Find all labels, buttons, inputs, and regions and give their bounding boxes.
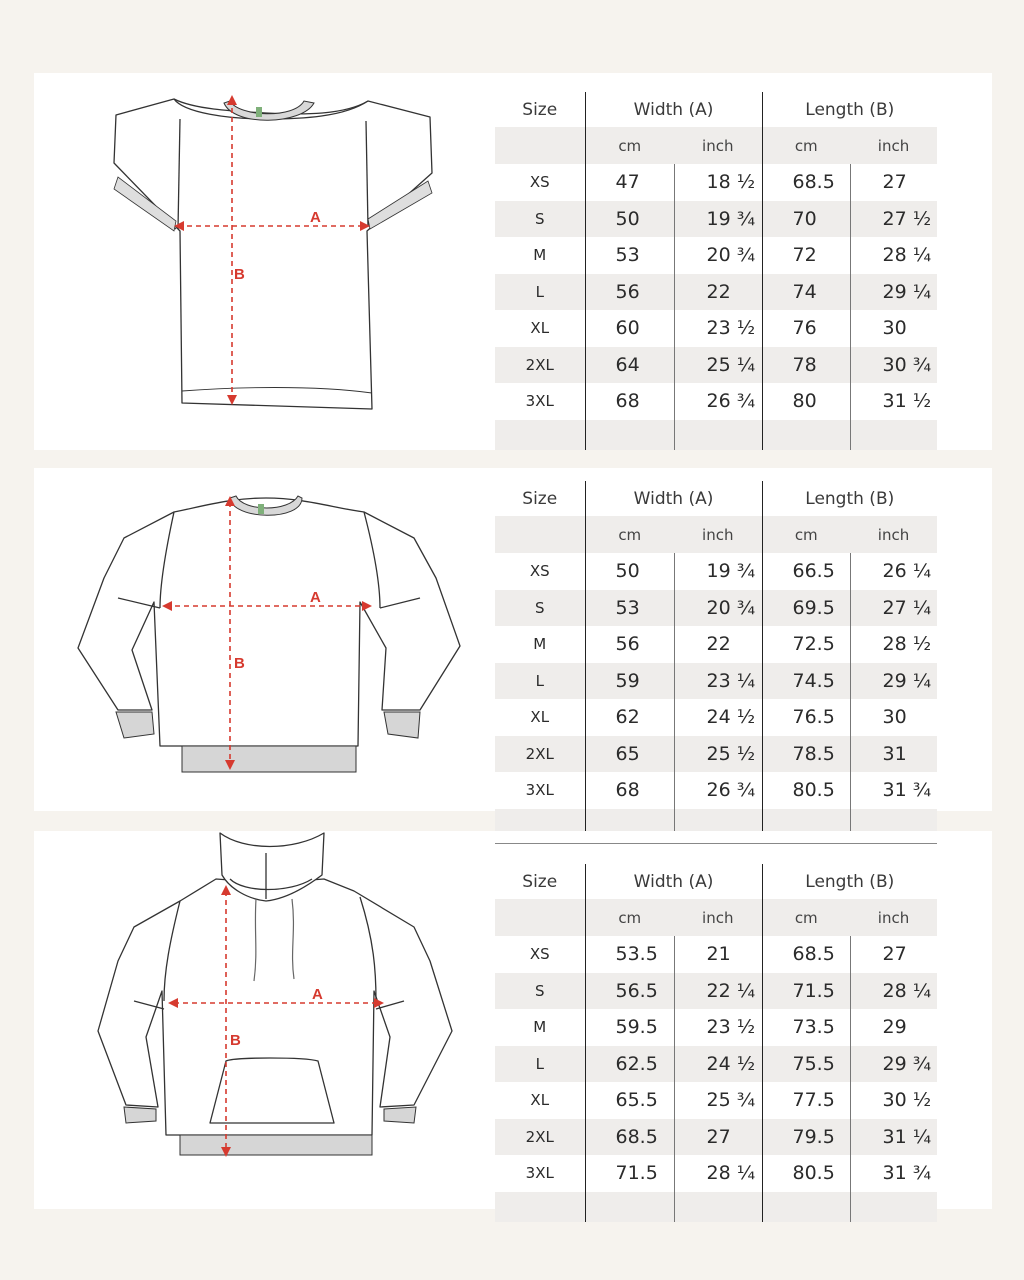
measure-a-label: A bbox=[310, 589, 321, 606]
width-cm-cell: 59 bbox=[585, 663, 674, 700]
length-cm-cell: 72.5 bbox=[762, 626, 850, 663]
size-cell: XL bbox=[530, 708, 550, 727]
table-row bbox=[495, 553, 937, 590]
tshirt-icon bbox=[34, 73, 504, 450]
width-inch-cell: 24 ½ bbox=[674, 1046, 762, 1083]
width-cm-cell: 53 bbox=[585, 590, 674, 627]
width-cm-cell: 65 bbox=[585, 736, 674, 773]
width-cm-cell: 50 bbox=[585, 553, 674, 590]
table-row bbox=[495, 274, 937, 311]
width-cm-cell: 56.5 bbox=[585, 973, 674, 1010]
width-cm-cell: 47 bbox=[585, 164, 674, 201]
table-row bbox=[495, 347, 937, 384]
length-inch-cell: 29 ¼ bbox=[850, 274, 937, 311]
table-row bbox=[495, 237, 937, 274]
length-inch-cell: 29 bbox=[850, 1009, 937, 1046]
size-header: Size bbox=[522, 99, 558, 120]
size-cell: S bbox=[495, 590, 585, 627]
width-inch-cell: 20 ¾ bbox=[674, 590, 762, 627]
length-cm-cell: 69.5 bbox=[762, 590, 850, 627]
width-cm-cell: 68 bbox=[585, 772, 674, 809]
length-inch-cell: 30 ½ bbox=[850, 1082, 937, 1119]
blank-cell bbox=[495, 1192, 585, 1222]
size-cell: L bbox=[495, 663, 585, 700]
width-inch-cell: 25 ½ bbox=[674, 736, 762, 773]
length-inch-cell: 30 ¾ bbox=[850, 347, 937, 384]
width-cm-cell: 65.5 bbox=[585, 1082, 674, 1119]
size-cell: S bbox=[495, 973, 585, 1010]
length-inch-cell: 28 ¼ bbox=[850, 973, 937, 1010]
table-row bbox=[495, 736, 937, 773]
size-cell: 3XL bbox=[525, 781, 554, 800]
length-cm-cell: 76.5 bbox=[762, 699, 850, 736]
width-cm-cell: 62.5 bbox=[585, 1046, 674, 1083]
table-row bbox=[495, 772, 937, 809]
width-inch-cell: 19 ¾ bbox=[674, 553, 762, 590]
divider bbox=[495, 843, 937, 844]
width-cm-cell: 53 bbox=[585, 237, 674, 274]
table-row bbox=[495, 1009, 937, 1046]
unit-cm: cm bbox=[762, 899, 850, 936]
measure-b-label: B bbox=[234, 266, 245, 283]
sweatshirt-size-table bbox=[495, 481, 937, 839]
length-cm-cell: 72 bbox=[762, 237, 850, 274]
length-inch-cell: 31 bbox=[850, 736, 937, 773]
width-cm-cell: 56 bbox=[585, 626, 674, 663]
length-inch-cell: 31 ¾ bbox=[850, 1155, 937, 1192]
size-cell: XS bbox=[529, 945, 550, 964]
blank-cell bbox=[674, 420, 762, 450]
length-cm-cell: 80 bbox=[762, 383, 850, 420]
length-cm-cell: 68.5 bbox=[762, 936, 850, 973]
unit-cm: cm bbox=[762, 516, 850, 553]
width-cm-cell: 56 bbox=[585, 274, 674, 311]
length-cm-cell: 80.5 bbox=[762, 1155, 850, 1192]
unit-cm: cm bbox=[585, 516, 674, 553]
size-cell: L bbox=[495, 274, 585, 311]
size-cell: S bbox=[495, 201, 585, 238]
table-row bbox=[495, 936, 937, 973]
width-inch-cell: 23 ¼ bbox=[674, 663, 762, 700]
table-row bbox=[495, 383, 937, 420]
length-cm-cell: 74.5 bbox=[762, 663, 850, 700]
unit-cm: cm bbox=[762, 127, 850, 164]
length-cm-cell: 78.5 bbox=[762, 736, 850, 773]
size-cell: 2XL bbox=[495, 347, 585, 384]
width-inch-cell: 26 ¾ bbox=[674, 383, 762, 420]
unit-inch: inch bbox=[850, 899, 937, 936]
width-inch-cell: 28 ¼ bbox=[674, 1155, 762, 1192]
length-cm-cell: 74 bbox=[762, 274, 850, 311]
length-cm-cell: 80.5 bbox=[762, 772, 850, 809]
width-inch-cell: 19 ¾ bbox=[674, 201, 762, 238]
length-cm-cell: 75.5 bbox=[762, 1046, 850, 1083]
length-cm-cell: 66.5 bbox=[762, 553, 850, 590]
length-inch-cell: 29 ¼ bbox=[850, 663, 937, 700]
width-inch-cell: 25 ¼ bbox=[674, 347, 762, 384]
width-header: Width (A) bbox=[585, 481, 762, 516]
width-header: Width (A) bbox=[585, 864, 762, 899]
size-cell: 2XL bbox=[495, 1119, 585, 1156]
hoodie-icon bbox=[34, 831, 504, 1209]
unit-inch: inch bbox=[850, 516, 937, 553]
sweatshirt-icon bbox=[34, 468, 504, 811]
table-row bbox=[495, 1082, 937, 1119]
unit-spacer bbox=[495, 127, 585, 164]
length-inch-cell: 31 ½ bbox=[850, 383, 937, 420]
unit-inch: inch bbox=[674, 899, 762, 936]
unit-spacer bbox=[495, 516, 585, 553]
blank-cell bbox=[850, 1192, 937, 1222]
length-header: Length (B) bbox=[762, 864, 937, 899]
table-row bbox=[495, 310, 937, 347]
length-cm-cell: 68.5 bbox=[762, 164, 850, 201]
length-cm-cell: 71.5 bbox=[762, 973, 850, 1010]
size-cell: M bbox=[533, 246, 547, 265]
length-inch-cell: 31 ¾ bbox=[850, 772, 937, 809]
width-inch-cell: 25 ¾ bbox=[674, 1082, 762, 1119]
table-row bbox=[495, 164, 937, 201]
width-header: Width (A) bbox=[585, 92, 762, 127]
length-inch-cell: 27 bbox=[850, 936, 937, 973]
width-cm-cell: 68 bbox=[585, 383, 674, 420]
width-inch-cell: 22 bbox=[674, 274, 762, 311]
width-cm-cell: 68.5 bbox=[585, 1119, 674, 1156]
tshirt-size-table bbox=[495, 92, 937, 450]
unit-spacer bbox=[495, 899, 585, 936]
width-inch-cell: 24 ½ bbox=[674, 699, 762, 736]
width-inch-cell: 18 ½ bbox=[674, 164, 762, 201]
length-inch-cell: 27 bbox=[850, 164, 937, 201]
length-header: Length (B) bbox=[762, 481, 937, 516]
size-cell: M bbox=[533, 635, 547, 654]
size-cell: L bbox=[495, 1046, 585, 1083]
width-cm-cell: 64 bbox=[585, 347, 674, 384]
size-cell: M bbox=[533, 1018, 547, 1037]
measure-b-label: B bbox=[230, 1032, 241, 1049]
table-row bbox=[495, 1046, 937, 1083]
table-row bbox=[495, 626, 937, 663]
table-row bbox=[495, 1155, 937, 1192]
width-inch-cell: 27 bbox=[674, 1119, 762, 1156]
unit-inch: inch bbox=[850, 127, 937, 164]
length-inch-cell: 28 ¼ bbox=[850, 237, 937, 274]
width-cm-cell: 50 bbox=[585, 201, 674, 238]
measure-b-label: B bbox=[234, 655, 245, 672]
width-cm-cell: 60 bbox=[585, 310, 674, 347]
width-cm-cell: 71.5 bbox=[585, 1155, 674, 1192]
size-cell: 2XL bbox=[495, 736, 585, 773]
unit-inch: inch bbox=[674, 127, 762, 164]
measure-a-label: A bbox=[312, 986, 323, 1003]
length-inch-cell: 30 bbox=[850, 310, 937, 347]
length-cm-cell: 79.5 bbox=[762, 1119, 850, 1156]
length-cm-cell: 78 bbox=[762, 347, 850, 384]
measure-a-label: A bbox=[310, 209, 321, 226]
blank-cell bbox=[585, 420, 674, 450]
width-cm-cell: 53.5 bbox=[585, 936, 674, 973]
width-inch-cell: 22 bbox=[674, 626, 762, 663]
blank-cell bbox=[762, 420, 850, 450]
length-inch-cell: 30 bbox=[850, 699, 937, 736]
width-inch-cell: 23 ½ bbox=[674, 1009, 762, 1046]
width-inch-cell: 21 bbox=[674, 936, 762, 973]
length-inch-cell: 28 ½ bbox=[850, 626, 937, 663]
table-row bbox=[495, 590, 937, 627]
length-cm-cell: 70 bbox=[762, 201, 850, 238]
blank-cell bbox=[585, 1192, 674, 1222]
length-inch-cell: 27 ¼ bbox=[850, 590, 937, 627]
hoodie-size-table bbox=[495, 864, 937, 1222]
size-cell: XL bbox=[530, 1091, 550, 1110]
size-header: Size bbox=[522, 871, 558, 892]
table-row bbox=[495, 663, 937, 700]
blank-cell bbox=[495, 420, 585, 450]
unit-cm: cm bbox=[585, 899, 674, 936]
length-inch-cell: 29 ¾ bbox=[850, 1046, 937, 1083]
blank-cell bbox=[850, 420, 937, 450]
table-row bbox=[495, 699, 937, 736]
size-cell: XS bbox=[529, 562, 550, 581]
length-inch-cell: 31 ¼ bbox=[850, 1119, 937, 1156]
blank-cell bbox=[762, 1192, 850, 1222]
length-inch-cell: 27 ½ bbox=[850, 201, 937, 238]
width-inch-cell: 26 ¾ bbox=[674, 772, 762, 809]
table-row bbox=[495, 973, 937, 1010]
unit-cm: cm bbox=[585, 127, 674, 164]
size-header: Size bbox=[522, 488, 558, 509]
size-cell: XL bbox=[530, 319, 550, 338]
blank-cell bbox=[674, 1192, 762, 1222]
length-inch-cell: 26 ¼ bbox=[850, 553, 937, 590]
size-cell: 3XL bbox=[525, 1164, 554, 1183]
table-row bbox=[495, 201, 937, 238]
unit-inch: inch bbox=[674, 516, 762, 553]
length-cm-cell: 77.5 bbox=[762, 1082, 850, 1119]
width-cm-cell: 62 bbox=[585, 699, 674, 736]
table-row bbox=[495, 1119, 937, 1156]
length-cm-cell: 76 bbox=[762, 310, 850, 347]
size-cell: XS bbox=[529, 173, 550, 192]
width-inch-cell: 22 ¼ bbox=[674, 973, 762, 1010]
size-cell: 3XL bbox=[525, 392, 554, 411]
length-cm-cell: 73.5 bbox=[762, 1009, 850, 1046]
width-inch-cell: 20 ¾ bbox=[674, 237, 762, 274]
length-header: Length (B) bbox=[762, 92, 937, 127]
width-inch-cell: 23 ½ bbox=[674, 310, 762, 347]
width-cm-cell: 59.5 bbox=[585, 1009, 674, 1046]
